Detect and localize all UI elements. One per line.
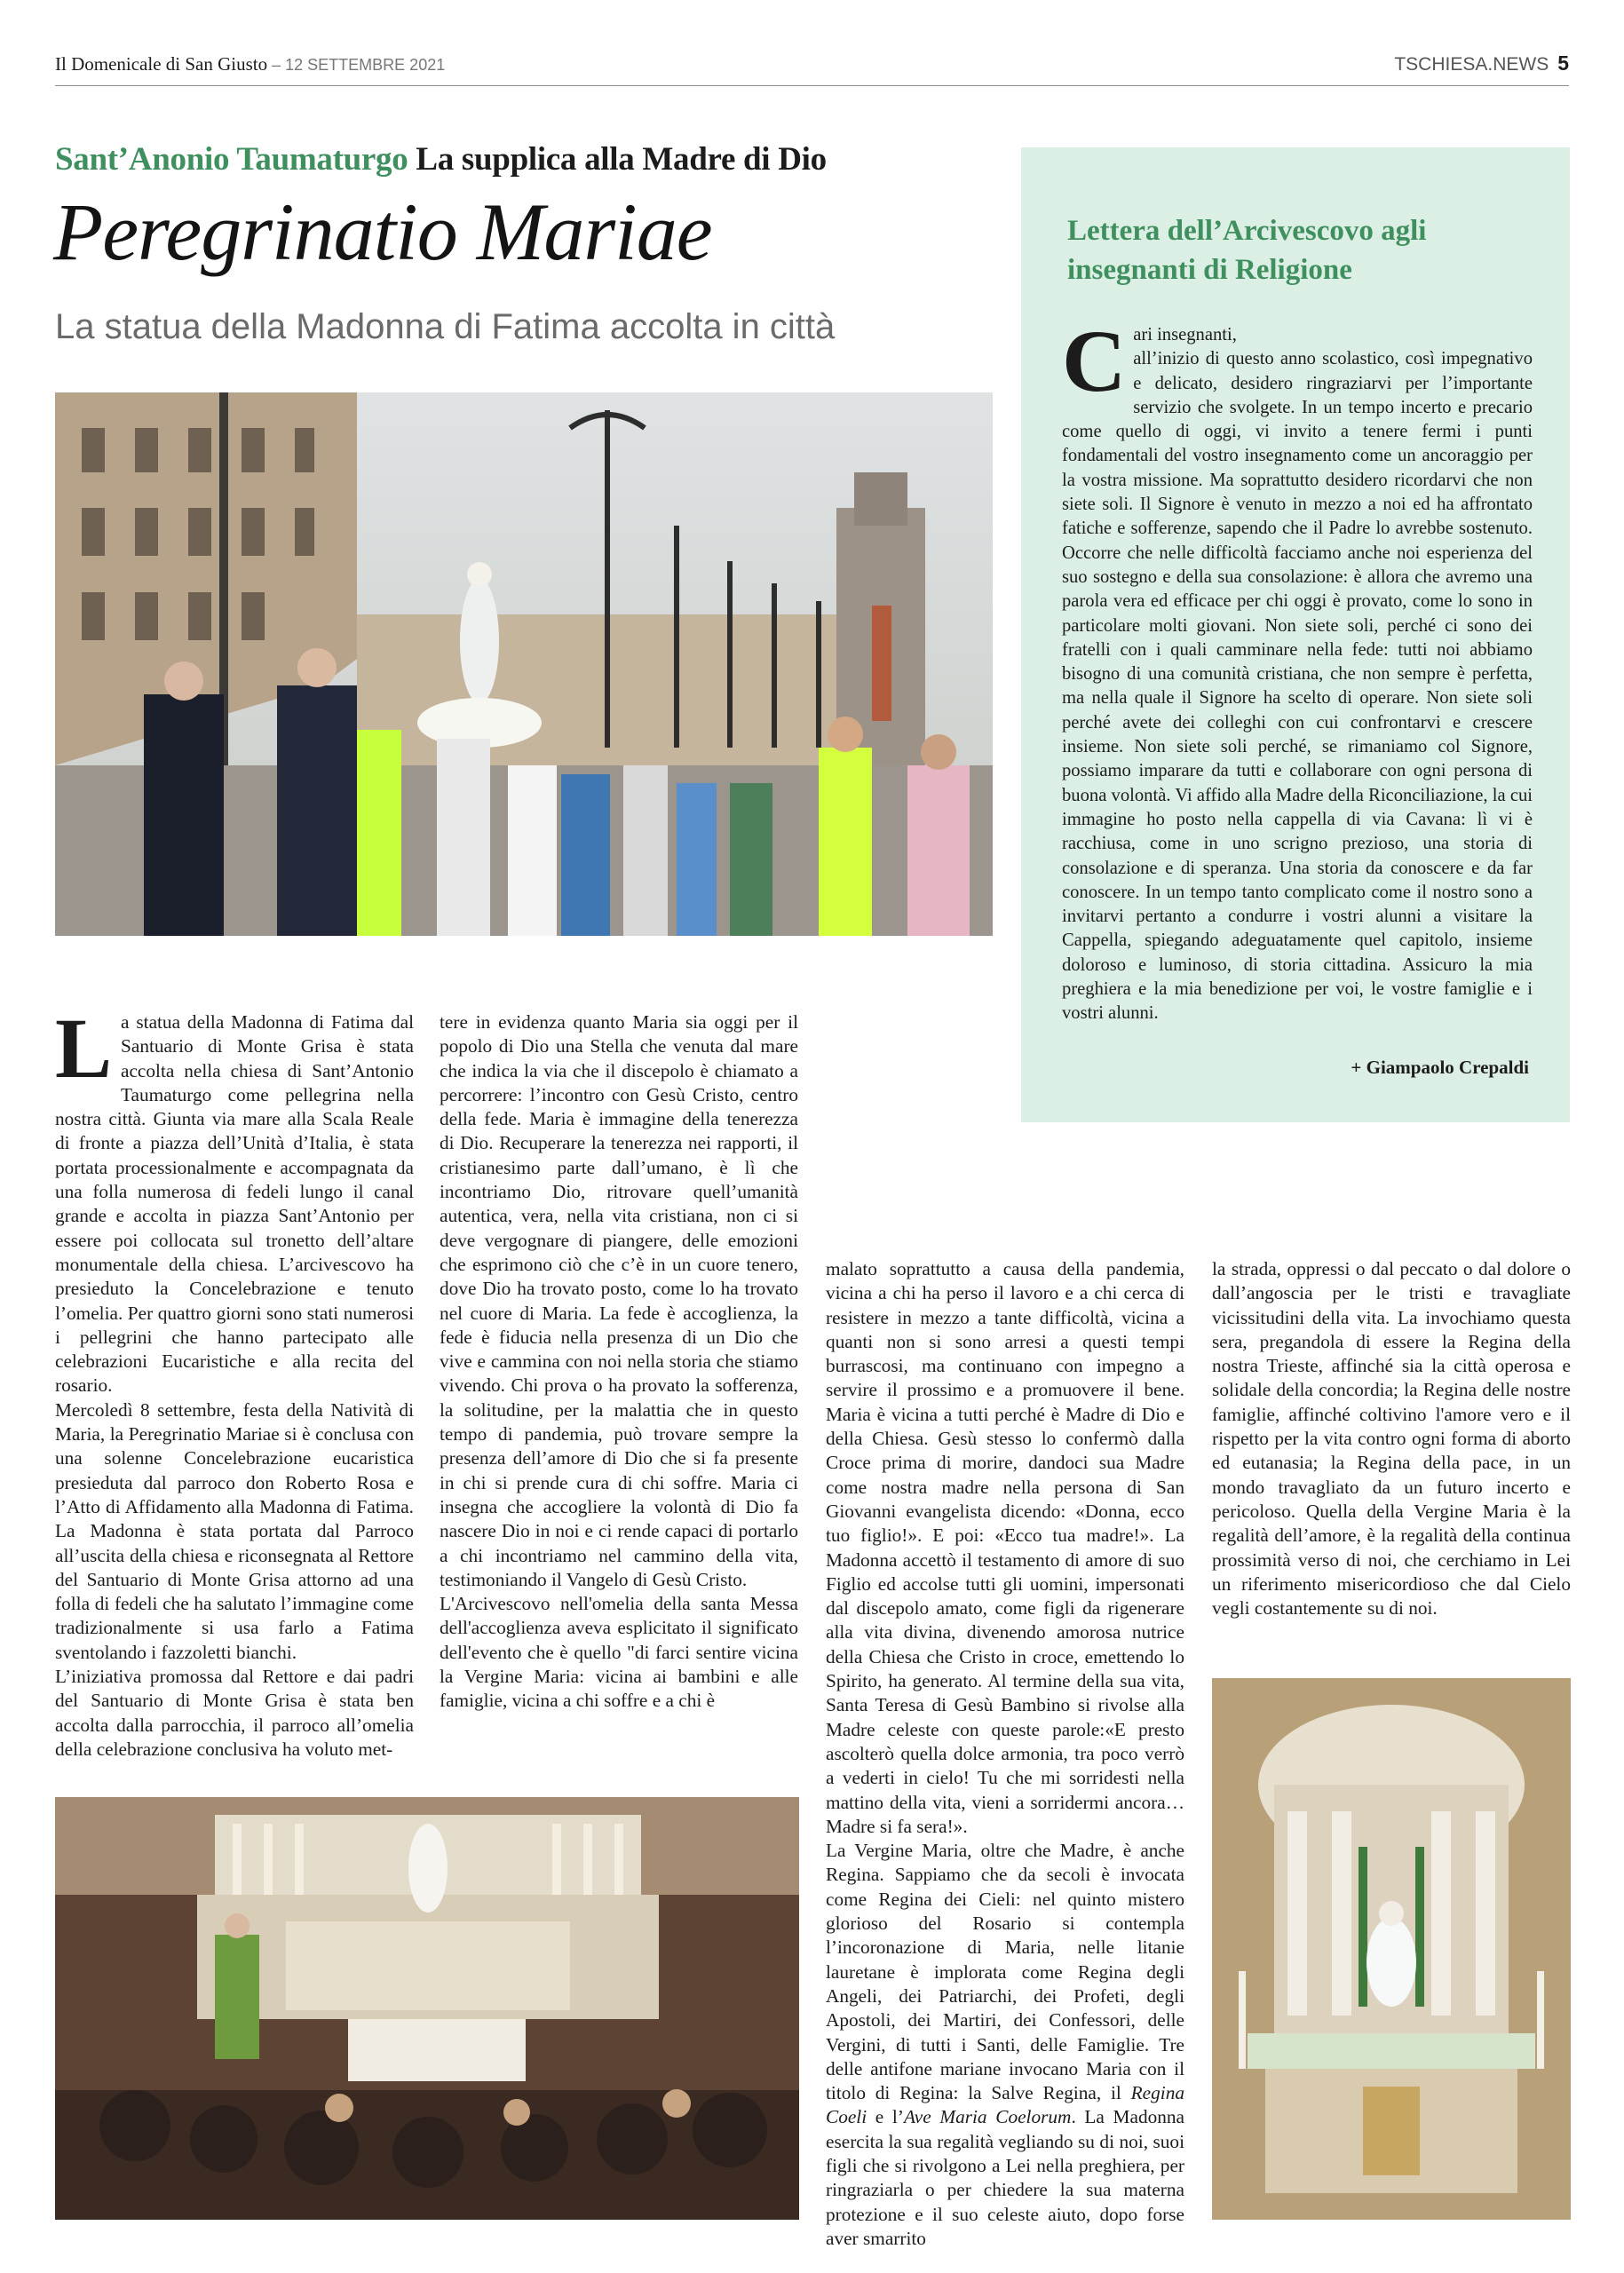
article-column-2 — [440, 1010, 798, 1714]
page-number: 5 — [1557, 51, 1569, 75]
col2-paragraph-1: tere in evidenza quanto Maria sia oggi per il popolo di Dio una Stella che venuta dal mare che indica la via che il discepolo è chiamato a percorrere: l’incontro con Gesù Cristo, centro della fede. Maria è immagine della tenerezza di Dio. Recuperare la tenerezza nei rapporti, il cristianesimo parte dall’umano, è lì che incontriamo Dio, ritrovare quell’umanità autentica, vera, nella vita cristiana, non ci si deve vergognare di piangere, delle emozioni che esprimono ciò che c’è in un cuore tenero, dove Dio ha trovato posto, come lo ha trovato nel cuore di Maria. La fede è accoglienza, la fede è fiducia nella presenza di un Dio che vive e cammina con noi nella storia che stiamo vivendo. Chi prova o ha provato la sofferenza, la solitudine, per la malattia che in questo tempo di pandemia, può trovare sempre la presenza dell’amore di Dio che si fa presente in chi si prende cura di chi soffre. Maria ci insegna che accogliere la volontà di Dio fa nascere Dio in noi e ci rende capaci di portarlo a chi incontriamo nel cammino della vita, testimoniando il Vangelo di Gesù Cristo. — [440, 1011, 798, 1590]
sidebar-signature: + Giampaolo Crepaldi — [1351, 1057, 1529, 1078]
col1-paragraph-1: a statua della Madonna di Fatima dal Santuario di Monte Grisa è stata accolta nella chiesa di Sant’Antonio Taumaturgo come pellegrina nella nostra città. Giunta via mare alla Scala Reale di fronte a piazza dell’Unità d’Italia, è stata portata processionalmente e accompagnata da una folla numerosa di fedeli lungo il canal grande e accolta in piazza Sant’Antonio per essere poi collocata sul tronetto dell’altare monumentale della chiesa. L’arcivescovo ha presieduto la Concelebrazione e tenuto l’omelia. Per quattro giorni sono stati numerosi i pellegrini che hanno partecipato alle celebrazioni Eucaristiche e alla recita del rosario. — [55, 1011, 414, 1397]
article-column-3 — [826, 1257, 1184, 2251]
dropcap-c: C — [1062, 312, 1127, 410]
article-subtitle: La statua della Madonna di Fatima accolta in città — [55, 307, 836, 346]
col3-paragraph-2 — [826, 1839, 1184, 2251]
dropcap-l: L — [55, 1001, 113, 1096]
col3-italic-ave-maria: Ave Maria Coelorum — [903, 2106, 1072, 2128]
col1-paragraph-3: L’iniziativa promossa dal Rettore e dai padri del Santuario di Monte Grisa è stata ben accolta dalla parrocchia, il parroco all’omelia della celebrazione conclusiva ha voluto met- — [55, 1666, 414, 1760]
col1-paragraph-2: Mercoledì 8 settembre, festa della Natività di Maria, la Peregrinatio Mariae si è conclusa con una solenne Concelebrazione eucaristica presieduta dal parroco don Roberto Rosa e l’Atto di Affidamento alla Madonna di Fatima. La Madonna è stata portata dal Parroco all’uscita della chiesa e riconsegnata al Rettore del Santuario di Monte Grisa attorno ad una folla di fedeli che ha salutato l’immagine come tradizionalmente si usa farlo a Fatima sventolando i fazzoletti bianchi. — [55, 1398, 414, 1663]
sidebar-letter-box — [1021, 147, 1570, 1122]
sidebar-text: ari insegnanti, all’inizio di questo anno scolastico, così impegnativo e delicato, desidero ringraziarvi per l’importante servizio che svolgete. In un tempo incerto e precario come quello di oggi, vi invito a tenere fermi i punti fondamentali del vostro insegnamento come un ancoraggio per la vostra missione. Ma soprattutto desidero ricordarvi che non siete soli. Il Signore è venuto in mezzo a noi ed ha affrontato fatiche e sofferenze, sapendo che il Padre lo avrebbe sostenuto. Occorre che nelle difficoltà facciamo anche noi esperienza del suo sostegno e della sua consolazione: è allora che avremo una parola vera ed efficace per chi oggi è provato, come lo sono in particolare molti giovani. Non siete soli, perché ci sono dei fratelli con i quali camminare nella fede: tutti noi abbiamo bisogno di una comunità cristiana, che non sempre è perfetta, ma nella quale il Signore ha scelto di operare. Non siete soli perché avete dei colleghi con cui confrontarvi e crescere insieme. Non siete soli perché, se rimaniamo col Signore, possiamo imparare da tutti e collaborare con ogni persona di buona volontà. Vi affido alla Madre della Riconciliazione, la cui immagine ho posto nella cappella di via Cavana: lì vi è racchiusa, come in uno scrigno prezioso, una storia di consolazione e di speranza. Una storia da conoscere e da far conoscere. In un tempo tanto complicato come il nostro sono a invitarvi pertanto a condurre i vostri alunni a visitare la Cappella, spiegando adeguatamente quel capitolo, insieme doloroso e luminoso, di storia cittadina. Assicuro la mia preghiera e la mia benedizione per voi, le vostre famiglie e i vostri alunni. — [1062, 325, 1533, 1024]
col3-italic-regina-coeli: Regina Coeli — [826, 2082, 1184, 2128]
sidebar-body — [1062, 312, 1533, 1026]
sidebar-title: Lettera dell’Arcivescovo agli insegnanti di Religione — [1067, 215, 1427, 286]
site-info — [1394, 51, 1569, 75]
header-separator: – — [267, 56, 286, 74]
site-name[interactable]: TSCHIESA.NEWS — [1394, 54, 1549, 75]
article-kicker — [55, 140, 827, 178]
article-column-4 — [1212, 1257, 1571, 1620]
publication-info — [55, 53, 445, 75]
article-column-1 — [55, 1001, 414, 1762]
kicker-place: Sant’Anonio Taumaturgo — [55, 141, 408, 178]
col3-text-c: . La Madonna esercita la sua regalità vegliando su di noi, suoi figli che si rivolgono a Lei nella preghiera, per ringraziarla o per chiedere la sua materna protezione e il suo celeste aiuto, dopo forse aver smarrito — [826, 2106, 1184, 2249]
col3-text-b: e l’ — [867, 2106, 904, 2128]
fatima-statue-altar-photo — [1212, 1678, 1571, 2220]
col3-text-a: La Vergine Maria, oltre che Madre, è anche Regina. Sappiamo che da secoli è invocata come Regina dei Cieli: nel quinto mistero glorioso del Rosario si contempla l’incoronazione di Maria, nelle litanie lauretane è implorata come Regina degli Angeli, dei Patriarchi, dei Profeti, degli Apostoli, dei Martiri, dei Confessori, delle Vergini, di tutti i Santi, delle Famiglie. Tre delle antifone mariane invocano Maria con il titolo di Regina: la Salve Regina, il — [826, 1840, 1184, 2104]
col3-paragraph-1: malato soprattutto a causa della pandemia, vicina a chi ha perso il lavoro e a chi cerca di resistere in mezzo a tante difficoltà, vicina a quanti non si sono arresi a questi tempi burrascosi, ma continuano con impegno a servire il prossimo e a promuovere il bene. Maria è vicina a tutti perché è Madre di Dio e della Chiesa. Gesù stesso lo confermò dalla Croce prima di morire, dandoci sua Madre come nostra madre nella persona di San Giovanni evangelista dicendo: «Donna, ecco tuo figlio!». E poi: «Ecco tua madre!». La Madonna accettò il testamento di amore di suo Figlio ed accolse tutti gli uomini, impersonati dal discepolo amato, come figli da rigenerare alla vita divina, divenendo amorosa nutrice della Chiesa che Cristo in croce, emettendo lo Spirito, ha generato. Al termine della sua vita, Santa Teresa di Gesù Bambino si rivolse alla Madre celeste con queste parole:«E presto ascolterò quella dolce armonia, tra poco verrò a vederti in cielo! Tu che mi sorridesti nella mattino della vita, vieni a sorridermi ancora… Madre si fa sera!». — [826, 1258, 1184, 1837]
publication-name: Il Domenicale di San Giusto — [55, 53, 268, 75]
procession-photo — [55, 392, 993, 936]
col4-paragraph-1: la strada, oppressi o dal peccato o dal dolore o dall’angoscia per le tristi e travagliate vicissitudini della vita. La invochiamo questa sera, pregandola di essere la Regina della nostra Trieste, affinché sia la città operosa e solidale della concordia; la Regina delle nostre famiglie, affinché coltivino l'amore vero e il rispetto per la vita contro ogni forma di aborto ed eutanasia; la Regina della pace, in un mondo travagliato da un futuro incerto e pericoloso. Quella della Vergine Maria è la regalità dell’amore, è la regalità della continua prossimità verso di noi, che cerchiamo in Lei un riferimento misericordioso che dal Cielo vegli costantemente su di noi. — [1212, 1258, 1571, 1620]
running-header — [55, 48, 1569, 86]
altar-mass-photo — [55, 1797, 799, 2220]
kicker-topic: La supplica alla Madre di Dio — [416, 141, 827, 178]
publication-date: 12 SETTEMBRE 2021 — [285, 56, 446, 74]
col2-paragraph-2: L'Arcivescovo nell'omelia della santa Messa dell'accoglienza aveva esplicitato il significato dell'evento che è quello "di farci sentire vicina la Vergine Maria: vicina ai bambini e alle famiglie, vicina a chi soffre e a chi è — [440, 1593, 798, 1712]
article-title: Peregrinatio Mariae — [53, 186, 712, 277]
